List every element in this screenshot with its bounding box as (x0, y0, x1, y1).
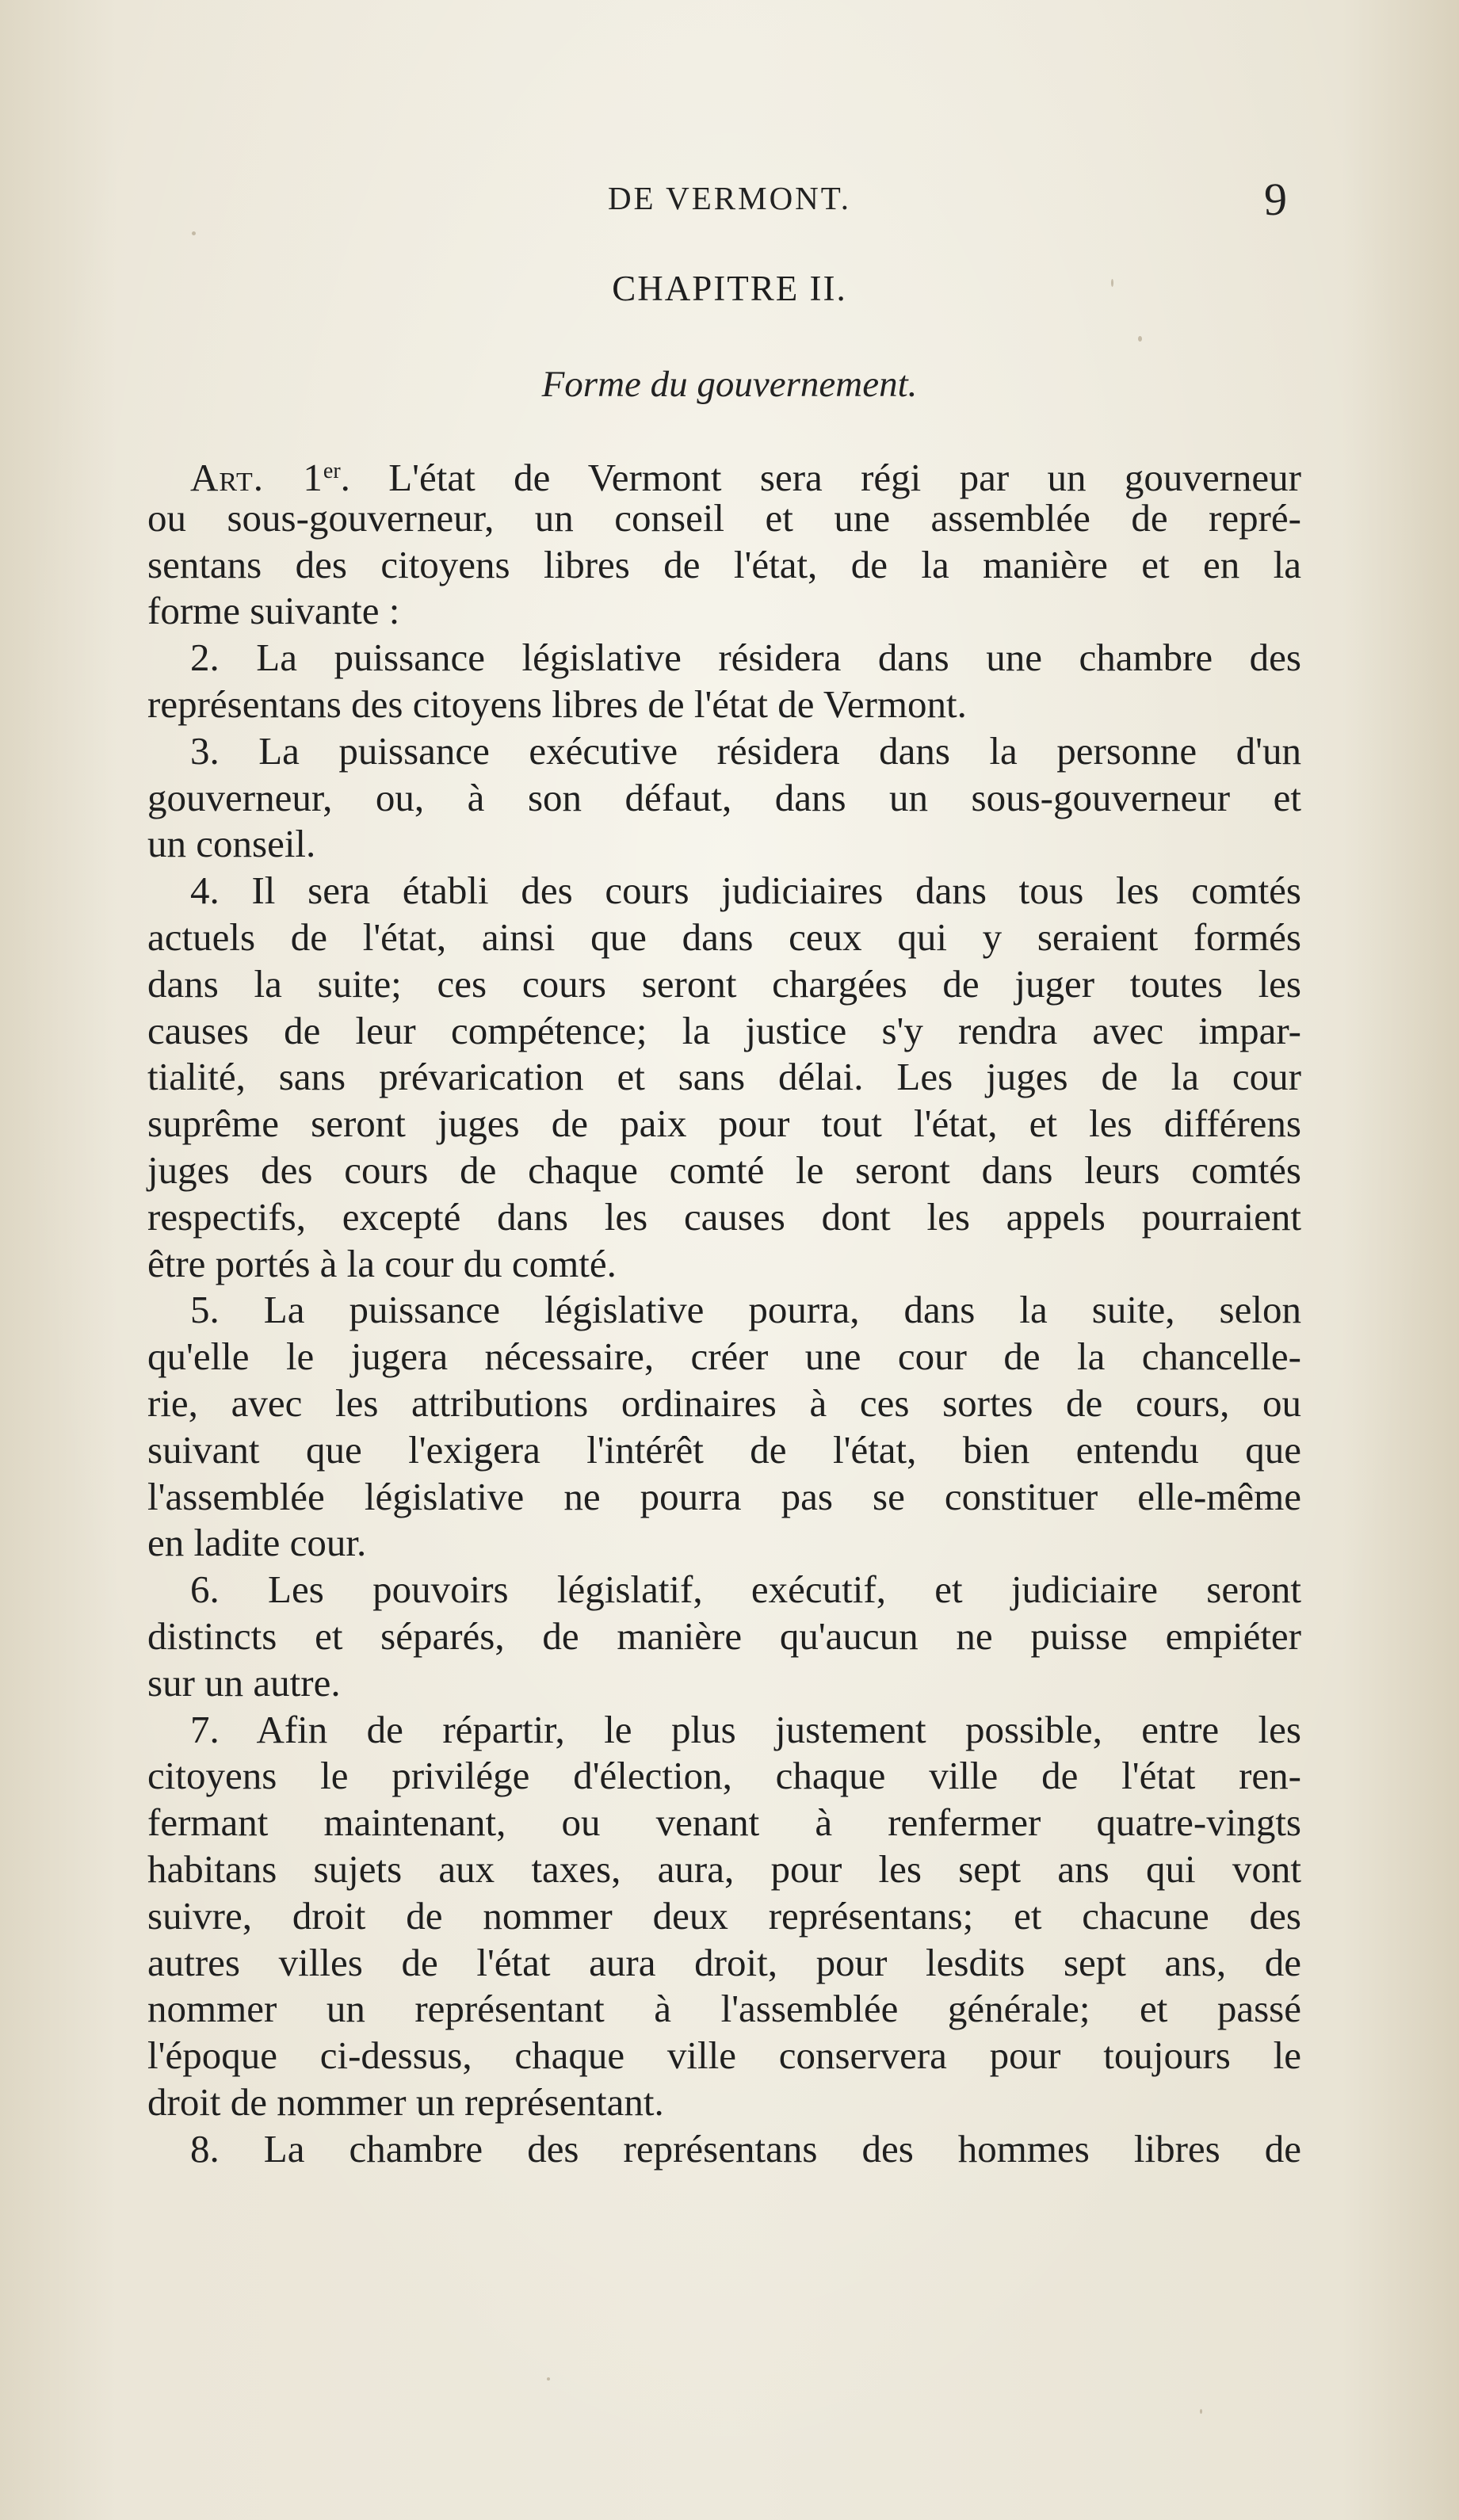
text-line: en ladite cour. (147, 1521, 367, 1565)
text-line: suprême seront juges de paix pour tout l'état, et les différens (147, 1102, 1301, 1146)
text-line: nommer un représentant à l'assemblée générale; et passé (147, 1987, 1301, 2031)
text-line: 8. La chambre des représentans des hommes libres de (190, 2126, 1301, 2171)
text-line: un conseil. (147, 822, 316, 866)
paper-speck (192, 231, 196, 235)
text-line: citoyens le privilége d'élection, chaque ville de l'état ren- (147, 1754, 1301, 1798)
text-line: l'époque ci-dessus, chaque ville conservera pour toujours le (147, 2033, 1301, 2078)
text-line: qu'elle le jugera nécessaire, créer une cour de la chancelle- (147, 1334, 1301, 1379)
article-ordinal: er (323, 459, 341, 483)
running-title: DE VERMONT. (607, 180, 852, 216)
text-line: être portés à la cour du comté. (147, 1241, 617, 1285)
text-line: 5. La puissance législative pourra, dans la suite, selon (190, 1288, 1301, 1332)
text-line: actuels de l'état, ainsi que dans ceux qui y seraient formés (147, 914, 1301, 959)
text-line: suivre, droit de nommer deux représentans; et chacune des (147, 1893, 1301, 1938)
text-line: 6. Les pouvoirs législatif, exécutif, et judiciaire seront (190, 1567, 1301, 1612)
text-line: l'assemblée législative ne pourra pas se constituer elle-même (147, 1474, 1301, 1518)
chapter-subtitle: Forme du gouvernement. (541, 364, 918, 405)
body-text (147, 449, 1301, 2172)
text-line: 7. Afin de répartir, le plus justement possible, entre les (190, 1707, 1301, 1751)
text-line: distincts et séparés, de manière qu'aucun ne puisse empiéter (147, 1613, 1301, 1658)
text-line: forme suivante : (147, 589, 400, 633)
paper-speck (1200, 2409, 1202, 2414)
text-line: rie, avec les attributions ordinaires à ces sortes de cours, ou (147, 1380, 1301, 1425)
text-line: fermant maintenant, ou venant à renfermer quatre-vingts (147, 1800, 1301, 1845)
text-line: gouverneur, ou, à son défaut, dans un sous-gouverneur et (147, 775, 1301, 819)
text-line: dans la suite; ces cours seront chargées de juger toutes les (147, 961, 1301, 1006)
text-line: suivant que l'exigera l'intérêt de l'état, bien entendu que (147, 1427, 1301, 1472)
text-line (147, 449, 1301, 499)
text-line: habitans sujets aux taxes, aura, pour les sept ans qui vont (147, 1846, 1301, 1891)
text-line: causes de leur compétence; la justice s'y rendra avec impar- (147, 1008, 1301, 1052)
text-line: 3. La puissance exécutive résidera dans la personne d'un (190, 728, 1301, 773)
text-line: juges des cours de chaque comté le seront dans leurs comtés (147, 1147, 1301, 1192)
text-line: respectifs, excepté dans les causes dont les appels pourraient (147, 1194, 1301, 1239)
article-text: . L'état de Vermont sera régi par un gouverneur (340, 456, 1301, 499)
text-line: tialité, sans prévarication et sans délai. Les juges de la cour (147, 1055, 1301, 1099)
chapter-heading: CHAPITRE II. (612, 269, 847, 308)
page-number: 9 (1264, 174, 1287, 225)
text-line: 4. Il sera établi des cours judiciaires dans tous les comtés (190, 869, 1301, 913)
text-line: représentans des citoyens libres de l'état de Vermont. (147, 682, 967, 726)
paper-speck (547, 2377, 550, 2381)
text-line: ou sous-gouverneur, un conseil et une assemblée de repré- (147, 495, 1301, 540)
running-head (0, 173, 1459, 225)
text-line: 2. La puissance législative résidera dans une chambre des (190, 636, 1301, 680)
text-line: autres villes de l'état aura droit, pour lesdits sept ans, de (147, 1940, 1301, 1984)
paper-speck (1138, 336, 1142, 342)
text-line: sur un autre. (147, 1660, 341, 1705)
article-label: Art. 1 (190, 456, 323, 499)
text-line: droit de nommer un représentant. (147, 2079, 664, 2124)
text-line: sentans des citoyens libres de l'état, de la manière et en la (147, 542, 1301, 586)
